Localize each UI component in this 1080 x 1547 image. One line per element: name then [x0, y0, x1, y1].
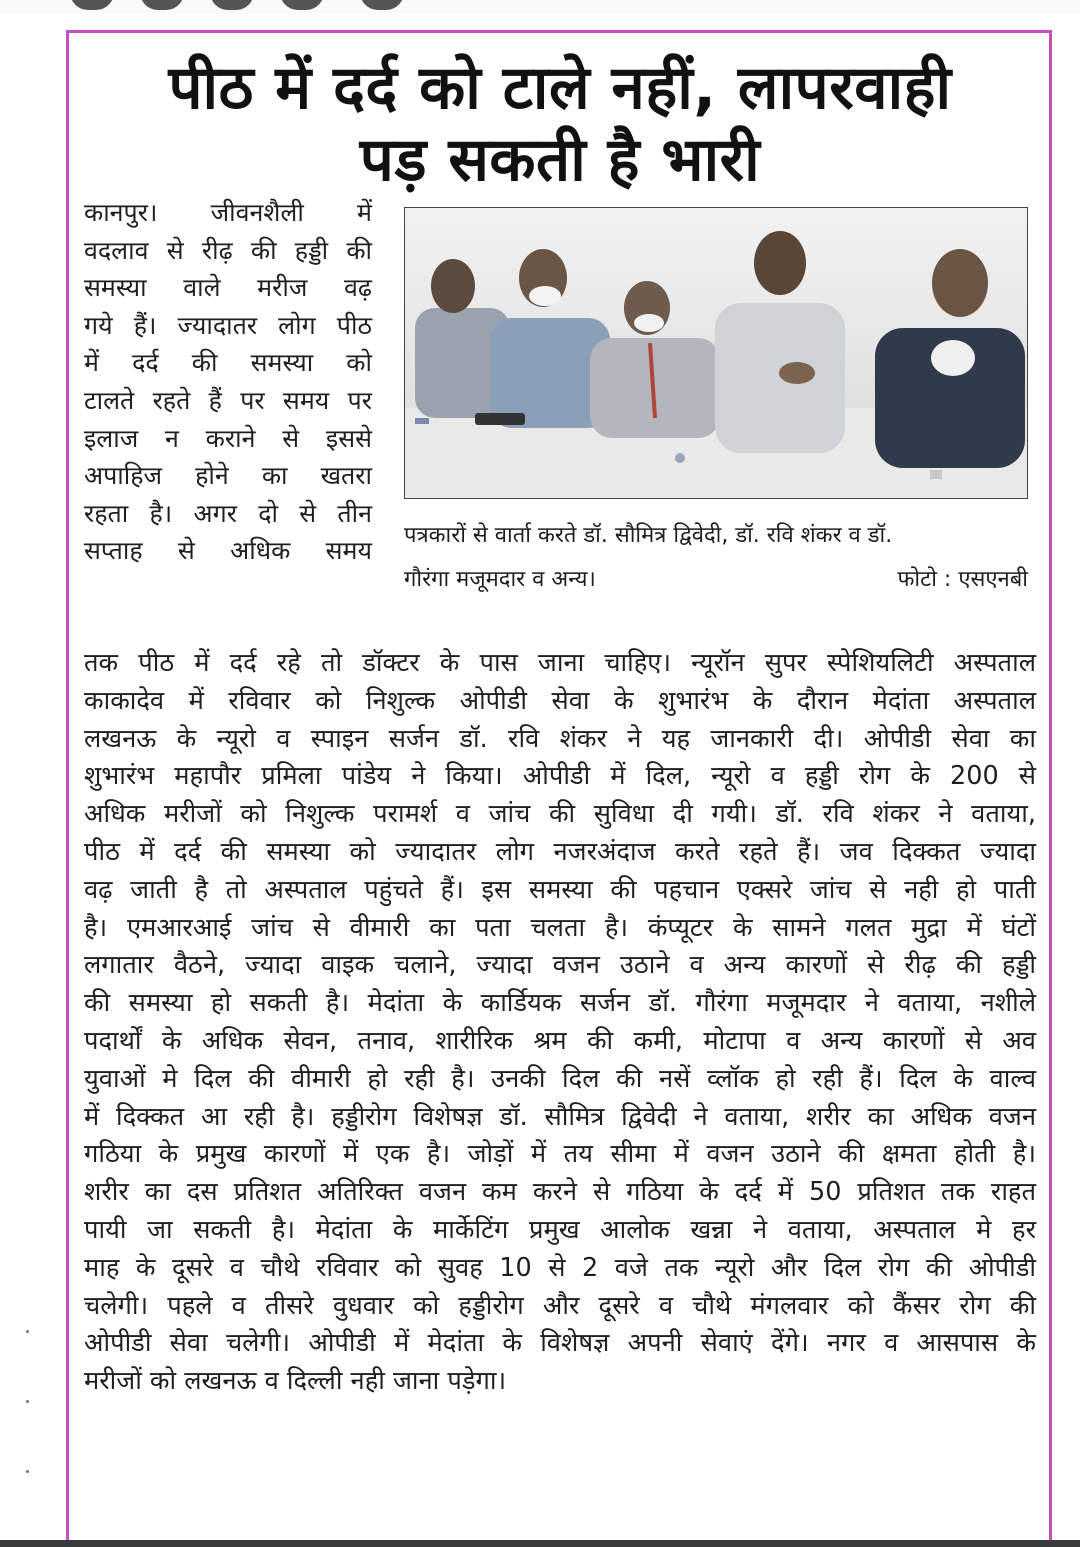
- margin-dot: [26, 1470, 29, 1473]
- lead-line: इलाज न कराने से इससे: [84, 423, 372, 453]
- lead-line: गये हैं। ज्यादातर लोग पीठ: [84, 310, 372, 340]
- lead-column: [84, 194, 372, 570]
- body-line: पीठ में दर्द की समस्या को ज्यादातर लोग नजरअंदाज करते रहते हैं। जव दिक्कत ज्यादा: [84, 836, 1036, 867]
- lead-line: अपाहिज होने का खतरा: [84, 461, 372, 491]
- headline: [70, 52, 1050, 196]
- lead-line: सप्ताह से अधिक समय: [84, 536, 372, 566]
- photo-credit: फोटो : एसएनबी: [897, 567, 1028, 592]
- body-line: वढ़ जाती है तो अस्पताल पहुंचते हैं। इस समस्या की पहचान एक्सरे जांच से नही हो पाती: [84, 874, 1036, 905]
- body-line: मरीजों को लखनऊ व दिल्ली नही जाना पड़ेगा।: [84, 1366, 507, 1397]
- body-line: अधिक मरीजों को निशुल्क परामर्श व जांच की सुविधा दी गयी। डॉ. रवि शंकर ने वताया,: [84, 799, 1036, 830]
- body-line: माह के दूसरे व चौथे रविवार को सुवह 10 से 2 वजे तक न्यूरो और दिल रोग की ओपीडी: [84, 1252, 1036, 1283]
- body-line: लगातार वैठने, ज्यादा वाइक चलाने, ज्यादा वजन उठाने व अन्य कारणों से रीढ़ की हड्डी: [84, 950, 1036, 981]
- body-line: शरीर का दस प्रतिशत अतिरिक्त वजन कम करने से गठिया के दर्द में 50 प्रतिशत तक राहत: [84, 1177, 1036, 1208]
- lead-line: टालते रहते हैं पर समय पर: [84, 385, 372, 415]
- body-line: लखनऊ के न्यूरो व स्पाइन सर्जन डॉ. रवि शंकर ने यह जानकारी दी। ओपीडी सेवा का: [84, 723, 1036, 754]
- photo-caption: [404, 514, 1028, 602]
- body-line: युवाओं मे दिल की वीमारी हो रही है। उनकी दिल की नसें व्लॉक हो रही हैं। दिल के वाल्व: [84, 1063, 1036, 1094]
- photo-illustration: [405, 208, 1027, 498]
- caption-line-2: [404, 558, 1028, 602]
- caption-line-1: पत्रकारों से वार्ता करते डॉ. सौमित्र द्विवेदी, डॉ. रवि शंकर व डॉ.: [404, 523, 893, 548]
- body-line: काकादेव में रविवार को निशुल्क ओपीडी सेवा के शुभारंभ के दौरान मेदांता अस्पताल: [84, 685, 1036, 716]
- body-line: ओपीडी सेवा चलेगी। ओपीडी में मेदांता के विशेषज्ञ अपनी सेवाएं देंगे। नगर व आसपास के: [84, 1328, 1036, 1359]
- body-line: चलेगी। पहले व तीसरे वुधवार को हड्डीरोग और दूसरे व चौथे मंगलवार को कैंसर रोग की: [84, 1290, 1036, 1321]
- article-body: [84, 645, 1036, 1401]
- previous-article-strip: [0, 0, 1080, 14]
- body-line: में दिक्कत आ रही है। हड्डीरोग विशेषज्ञ डॉ. सौमित्र द्विवेदी ने वताया, शरीर का अधिक वजन: [84, 1101, 1036, 1132]
- lead-line: रहता है। अगर दो से तीन: [84, 498, 372, 528]
- body-line: की समस्या हो सकती है। मेदांता के कार्डियक सर्जन डॉ. गौरंगा मजूमदार ने वताया, नशीले: [84, 988, 1036, 1019]
- body-line: पदार्थों के अधिक सेवन, तनाव, शारीरिक श्रम की कमी, मोटापा व अन्य कारणों से अव: [84, 1025, 1036, 1056]
- caption-names: गौरंगा मजूमदार व अन्य।: [404, 567, 596, 592]
- body-line: गठिया के प्रमुख कारणों में एक है। जोड़ों में तय सीमा में वजन उठाने की क्षमता होती है।: [84, 1139, 1036, 1170]
- margin-dot: [26, 1330, 29, 1333]
- headline-line-2: पड़ सकती है भारी: [359, 125, 761, 195]
- lead-line: में दर्द की समस्या को: [84, 348, 372, 378]
- body-line: तक पीठ में दर्द रहे तो डॉक्टर के पास जाना चाहिए। न्यूरॉन सुपर स्पेशियलिटी अस्पताल: [84, 648, 1036, 678]
- margin-dot: [26, 1400, 29, 1403]
- bottom-edge-strip: [0, 1540, 1080, 1547]
- press-conference-photo: [404, 207, 1028, 499]
- lead-line: कानपुर। जीवनशैली में: [84, 198, 372, 227]
- body-line: शुभारंभ महापौर प्रमिला पांडेय ने किया। ओपीडी में दिल, न्यूरो व हड्डी रोग के 200 से: [84, 761, 1036, 792]
- lead-line: वदलाव से रीढ़ की हड्डी की: [84, 235, 372, 265]
- body-line: है। एमआरआई जांच से वीमारी का पता चलता है। कंप्यूटर के सामने गलत मुद्रा में घंटों: [84, 912, 1036, 943]
- body-line: पायी जा सकती है। मेदांता के मार्केटिंग प्रमुख आलोक खन्ना ने वताया, अस्पताल मे हर: [84, 1214, 1036, 1245]
- lead-line: समस्या वाले मरीज वढ़: [84, 273, 372, 303]
- headline-line-1: पीठ में दर्द को टाले नहीं, लापरवाही: [168, 53, 952, 123]
